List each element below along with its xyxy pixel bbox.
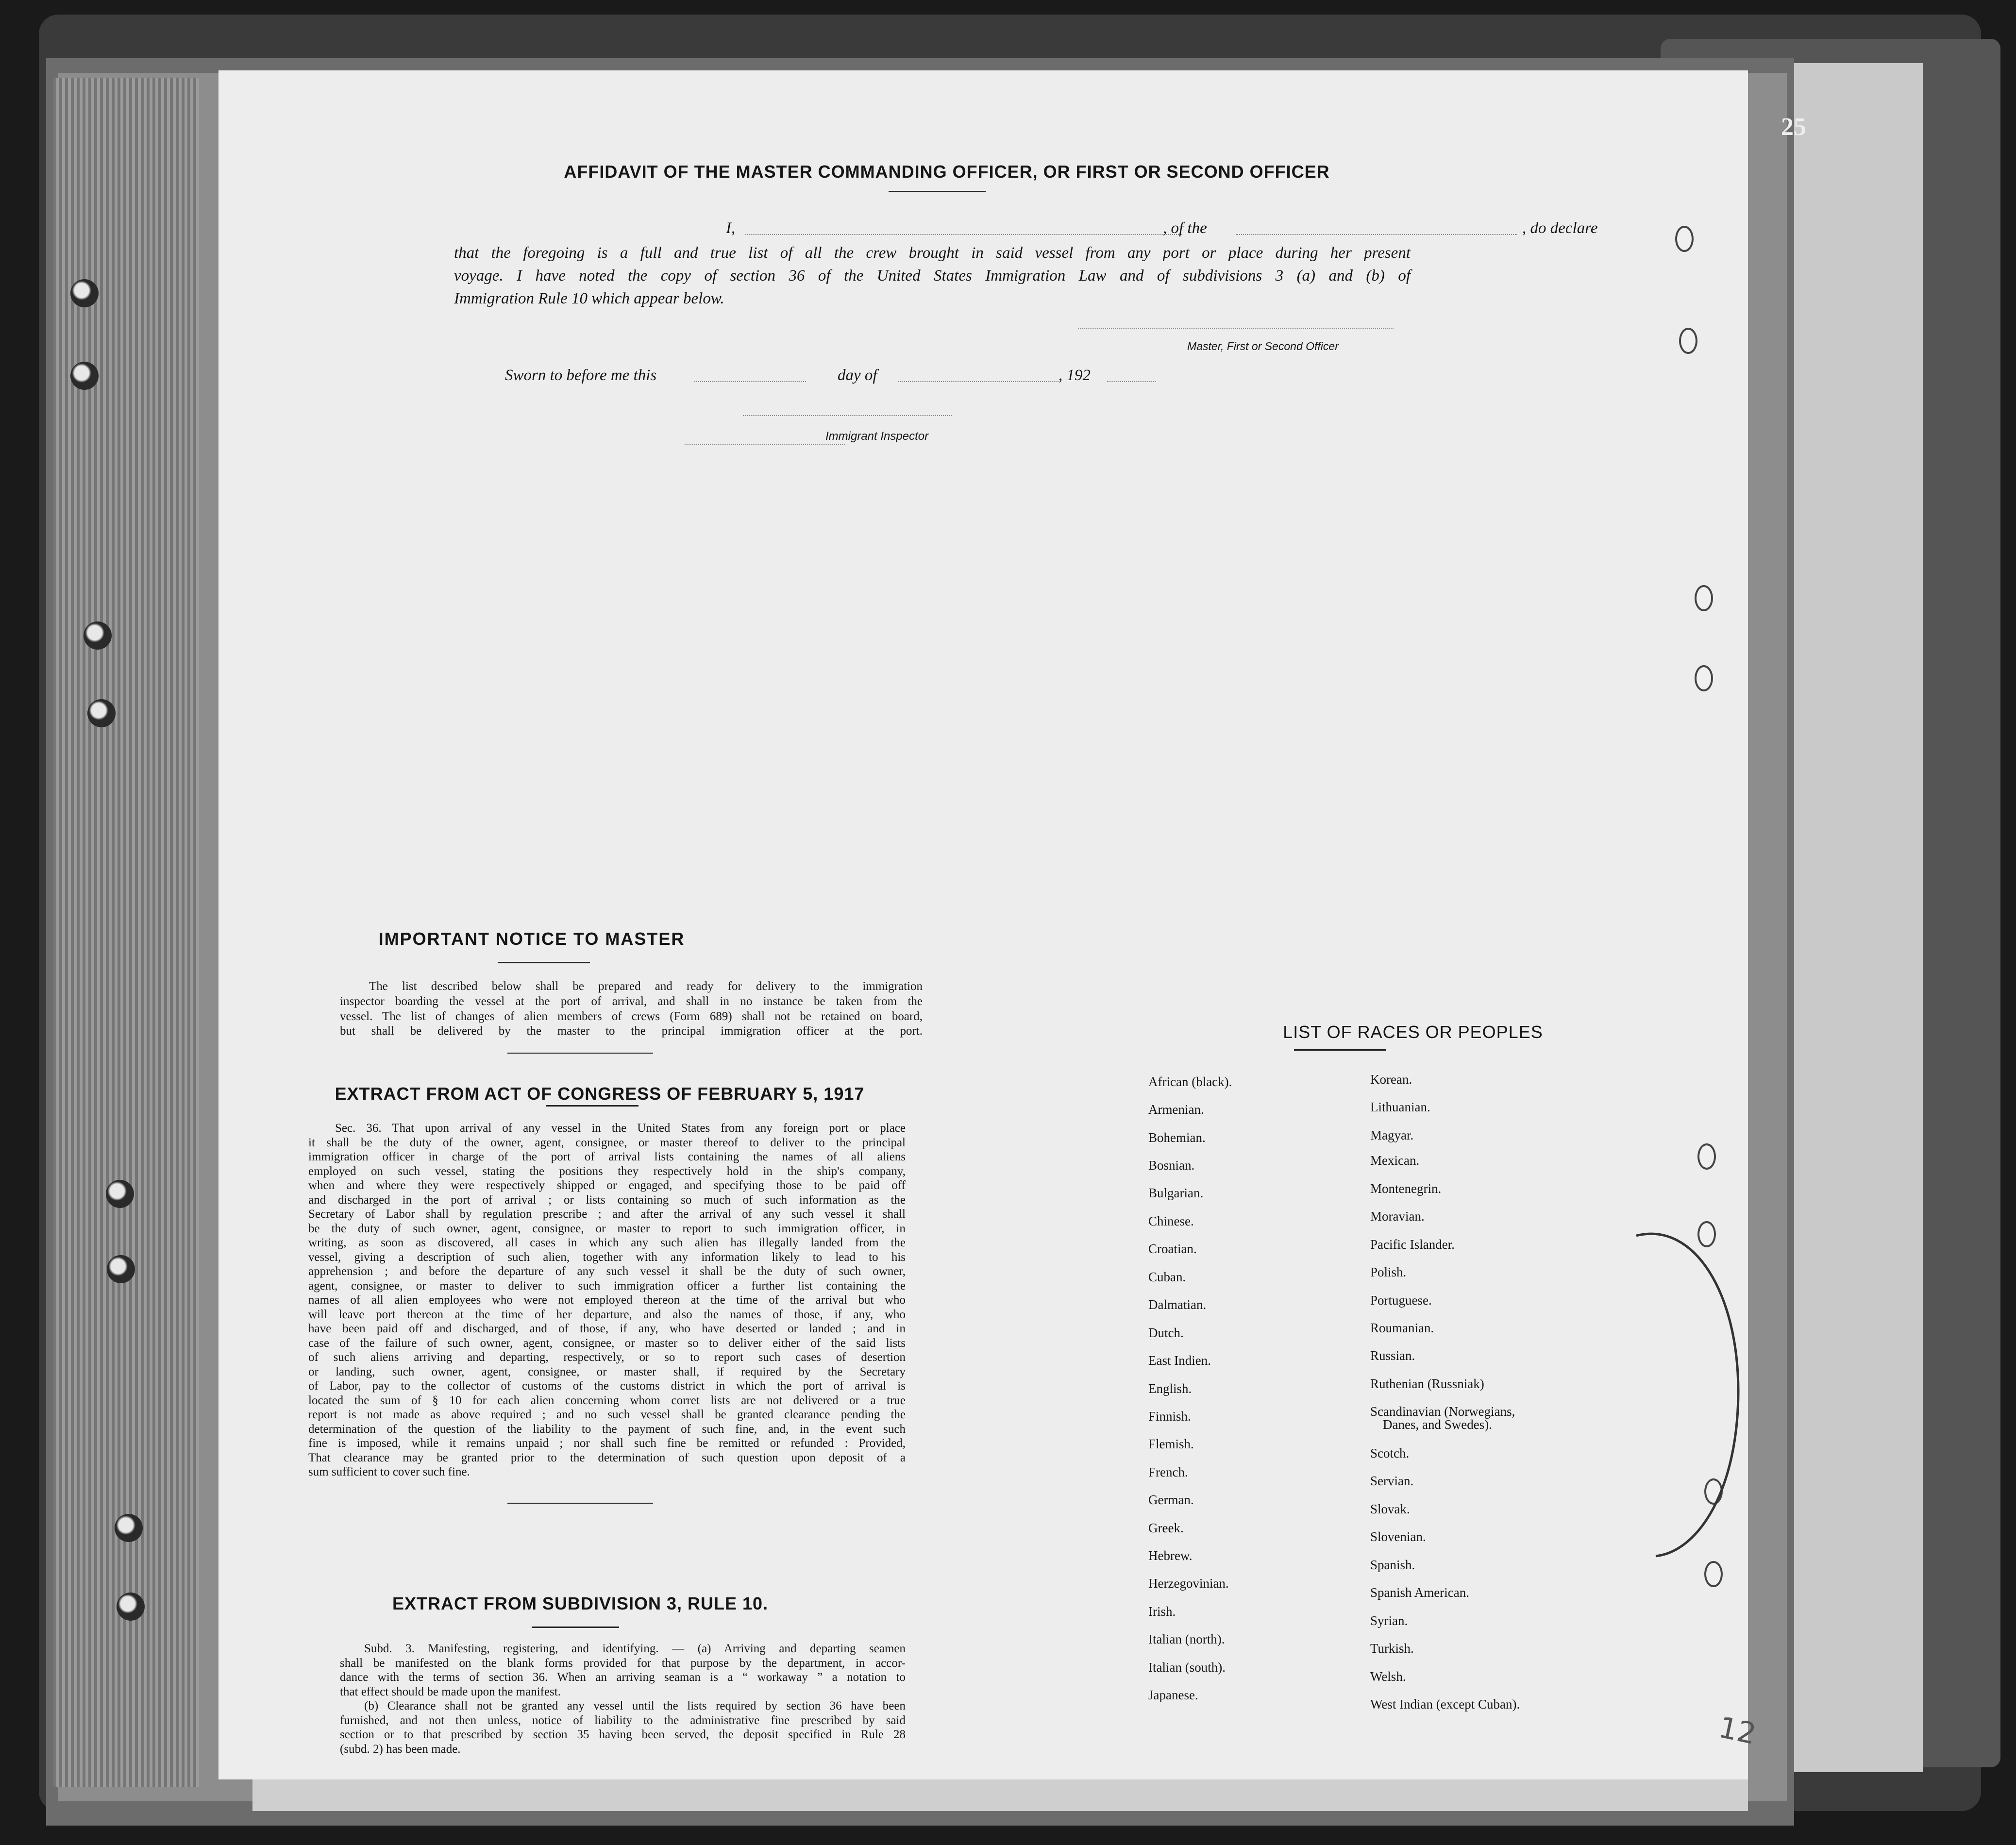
punch-hole [1695, 585, 1713, 611]
race-item: Flemish. [1148, 1437, 1194, 1451]
sworn-label: Sworn to before me this [505, 367, 657, 384]
race-item: Dalmatian. [1148, 1297, 1207, 1312]
inspector-label: Immigrant Inspector [825, 430, 929, 443]
notice-text [340, 979, 923, 1039]
race-item: Ruthenian (Russniak) [1370, 1376, 1484, 1391]
act-line: writing, as soon as discovered, all cases in which any such alien has illegally landed from the [308, 1236, 906, 1249]
act-line: or landing, such owner, agent, consignee, or master shall, if required by the Secretary [308, 1365, 906, 1378]
act-line: That clearance may be granted prior to the determination of such question upon deposit of a [308, 1451, 906, 1464]
race-item: Polish. [1370, 1265, 1407, 1279]
affidavit-of-the: , of the [1163, 219, 1207, 237]
act-line: agent, consignee, or master to deliver to such immigration officer a further list containing the [308, 1279, 906, 1292]
act-line: have been paid off and discharged, and of those, if any, who have deserted or landed ; and in [308, 1322, 906, 1335]
pencil-loop-mark [1627, 1216, 1748, 1566]
race-item: Bulgarian. [1148, 1186, 1204, 1200]
year-blank [1107, 381, 1156, 382]
affidavit-line-1 [454, 219, 1644, 239]
rule-text [340, 1642, 906, 1756]
race-item: Bosnian. [1148, 1158, 1195, 1173]
affidavit-i: I, [726, 219, 736, 237]
affidavit-do-declare: , do declare [1522, 219, 1598, 237]
sworn-day-blank [694, 381, 806, 382]
rule-line: Subd. 3. Manifesting, registering, and identifying. — (a) Arriving and departing seamen [364, 1642, 906, 1655]
race-item: German. [1148, 1493, 1194, 1507]
act-line: when and where they were respectively shipped or engaged, and specifying those to be paid off [308, 1179, 906, 1192]
race-item: East Indien. [1148, 1353, 1211, 1368]
notice-line: but shall be delivered by the master to the principal immigration officer at the port. [340, 1024, 923, 1038]
act-line: will leave port thereon at the time of her departure, and also the names of those, if any, who [308, 1308, 906, 1321]
races-underline [1294, 1049, 1386, 1051]
race-item: Dutch. [1148, 1325, 1184, 1340]
race-item: Russian. [1370, 1348, 1415, 1363]
manifest-page [218, 70, 1748, 1779]
inspector-signature-line [743, 415, 952, 416]
act-line: of Labor, pay to the collector of customs of the customs district in which the port of arrival is [308, 1379, 906, 1392]
punch-hole [1697, 1143, 1716, 1170]
race-item: Portuguese. [1370, 1293, 1432, 1308]
act-line: Sec. 36. That upon arrival of any vessel in the United States from any foreign port or place [335, 1122, 906, 1135]
binder-hole [87, 699, 116, 727]
title-underline [889, 191, 986, 192]
binder-hole [107, 1255, 135, 1283]
act-line: case of the failure of such owner, agent, consignee, or master so to deliver either of the said lists [308, 1336, 906, 1350]
rule-line: that effect should be made upon the manifest. [340, 1685, 561, 1698]
rule-line: shall be manifested on the blank forms provided for that purpose by the department, in accor- [340, 1656, 906, 1670]
race-item: French. [1148, 1465, 1188, 1479]
act-line: and discharged in the port of arrival ; or lists containing so much of such information as the [308, 1193, 906, 1207]
rule-title: EXTRACT FROM SUBDIVISION 3, RULE 10. [392, 1593, 769, 1613]
race-item: Japanese. [1148, 1688, 1198, 1702]
binder-hole [106, 1180, 134, 1208]
race-item: Mexican. [1370, 1153, 1420, 1168]
race-item: Pacific Islander. [1370, 1237, 1455, 1252]
rule-line: section or to that prescribed by section 35 having been served, the deposit specified in Rule 28 [340, 1728, 906, 1741]
notice-line: inspector boarding the vessel at the port of arrival, and shall in no instance be taken from the [340, 994, 923, 1008]
rule-line: (b) Clearance shall not be granted any vessel until the lists required by section 36 have been [364, 1699, 906, 1712]
act-line: sum sufficient to cover such fine. [308, 1465, 470, 1478]
act-line: names of all alien employees who were not employed thereon at the time of the arrival but who [308, 1293, 906, 1307]
race-item: Moravian. [1370, 1209, 1425, 1224]
punch-hole [1679, 328, 1697, 354]
page-number: 25 [1781, 113, 1806, 141]
act-line: report is not made as above required ; and no such vessel shall be granted clearance pending the [308, 1408, 906, 1421]
act-line: immigration officer in charge of the port of arrival lists containing the names of all aliens [308, 1150, 906, 1163]
name-blank [745, 234, 1182, 235]
act-line: be the duty of such owner, agent, consignee, or master to report to such immigration officer, in [308, 1222, 906, 1235]
act-line: it shall be the duty of the owner, agent, consignee, or master thereof to deliver to the principal [308, 1136, 906, 1149]
master-label: Master, First or Second Officer [1187, 340, 1339, 352]
rule-line: furnished, and not then unless, notice of liability to the administrative fine prescribed by said [340, 1713, 906, 1727]
race-item: Welsh. [1370, 1669, 1406, 1684]
notice-line: vessel. The list of changes of alien members of crews (Form 689) shall not be retained on board, [340, 1009, 923, 1023]
act-line: employed on such vessel, stating the positions they respectively hold in the ship's company, [308, 1164, 906, 1178]
notice-title: IMPORTANT NOTICE TO MASTER [378, 929, 685, 949]
day-of-label: day of [838, 367, 877, 384]
race-item: Bohemian. [1148, 1130, 1206, 1145]
affidavit-line-3: voyage. I have noted the copy of section 36 of the United States Immigration Law and of subdivisions 3 (a) and (b) of [454, 267, 1411, 285]
affidavit-title: AFFIDAVIT OF THE MASTER COMMANDING OFFICER, OR FIRST OR SECOND OFFICER [564, 162, 1330, 182]
race-item: Scandinavian (Norwegians, [1370, 1404, 1515, 1419]
vessel-blank [1236, 234, 1517, 235]
margin-note: 12 [1715, 1710, 1759, 1752]
act-divider [507, 1503, 653, 1504]
act-underline [546, 1105, 638, 1107]
race-item: Hebrew. [1148, 1548, 1193, 1563]
notice-line: The list described below shall be prepared and ready for delivery to the immigration [369, 980, 923, 993]
race-item: Spanish American. [1370, 1585, 1469, 1600]
race-item: Slovenian. [1370, 1529, 1426, 1544]
act-title: EXTRACT FROM ACT OF CONGRESS OF FEBRUARY 5, 1917 [335, 1084, 865, 1104]
act-line: located the sum of § 10 for each alien concerning whom corret lists are not delivered or a true [308, 1393, 906, 1407]
rule-line: dance with the terms of section 36. When an arriving seaman is a “ workaway ” a notation to [340, 1671, 906, 1684]
race-item: African (black). [1148, 1074, 1232, 1089]
act-line: of such aliens arriving and departing, respectively, or so to report such cases of desertion [308, 1351, 906, 1364]
binder-hole [115, 1514, 143, 1542]
race-item: Croatian. [1148, 1241, 1197, 1256]
affidavit-line-2: that the foregoing is a full and true list of all the crew brought in said vessel from any port or place during her present [454, 244, 1411, 262]
race-item: Lithuanian. [1370, 1100, 1430, 1114]
act-line: Secretary of Labor shall by regulation prescribe ; and after the arrival of any such vessel it shall [308, 1208, 906, 1221]
binder-hole [117, 1593, 145, 1621]
race-item: Danes, and Swedes). [1383, 1417, 1492, 1432]
rule-underline [532, 1627, 619, 1628]
act-line: determination of the question of the liability to the payment of such fine, and, in the event such [308, 1422, 906, 1436]
race-item: Irish. [1148, 1604, 1176, 1619]
race-item: Korean. [1370, 1072, 1412, 1087]
race-item: Servian. [1370, 1474, 1414, 1488]
race-item: Scotch. [1370, 1446, 1410, 1460]
punch-hole [1695, 665, 1713, 691]
race-item: English. [1148, 1381, 1192, 1396]
binder-hole [70, 362, 99, 390]
race-item: Slovak. [1370, 1502, 1410, 1516]
affidavit-line-4: Immigration Rule 10 which appear below. [454, 290, 724, 307]
race-item: Montenegrin. [1370, 1181, 1442, 1196]
race-item: Greek. [1148, 1521, 1184, 1535]
race-item: Turkish. [1370, 1641, 1414, 1656]
race-item: Finnish. [1148, 1409, 1191, 1424]
race-item: West Indian (except Cuban). [1370, 1697, 1520, 1711]
year-label: , 192 [1058, 367, 1091, 384]
binder-hole [70, 279, 99, 307]
rule-line: (subd. 2) has been made. [340, 1742, 461, 1756]
punch-hole [1675, 226, 1694, 252]
act-line: apprehension ; and before the departure of any such vessel it shall be the duty of such owner, [308, 1265, 906, 1278]
race-item: Roumanian. [1370, 1321, 1434, 1335]
inspector-signature-line-2 [685, 444, 845, 445]
race-item: Italian (north). [1148, 1632, 1225, 1646]
race-item: Spanish. [1370, 1558, 1415, 1572]
month-blank [898, 381, 1058, 382]
master-signature-line [1078, 328, 1394, 329]
act-text [308, 1121, 906, 1479]
notice-divider [507, 1053, 653, 1054]
race-item: Syrian. [1370, 1613, 1408, 1628]
race-item: Armenian. [1148, 1102, 1204, 1117]
races-title: LIST OF RACES OR PEOPLES [1283, 1022, 1543, 1042]
race-item: Herzegovinian. [1148, 1576, 1229, 1591]
race-item: Italian (south). [1148, 1660, 1226, 1675]
race-item: Cuban. [1148, 1270, 1186, 1284]
race-item: Magyar. [1370, 1128, 1414, 1142]
binder-hole [84, 621, 112, 650]
act-line: vessel, giving a description of such alien, together with any information likely to lead to his [308, 1250, 906, 1264]
race-item: Chinese. [1148, 1214, 1194, 1228]
notice-underline [498, 962, 590, 963]
act-line: fine is imposed, while it remains unpaid ; nor shall such fine be remitted or refunded : Provided, [308, 1437, 906, 1450]
